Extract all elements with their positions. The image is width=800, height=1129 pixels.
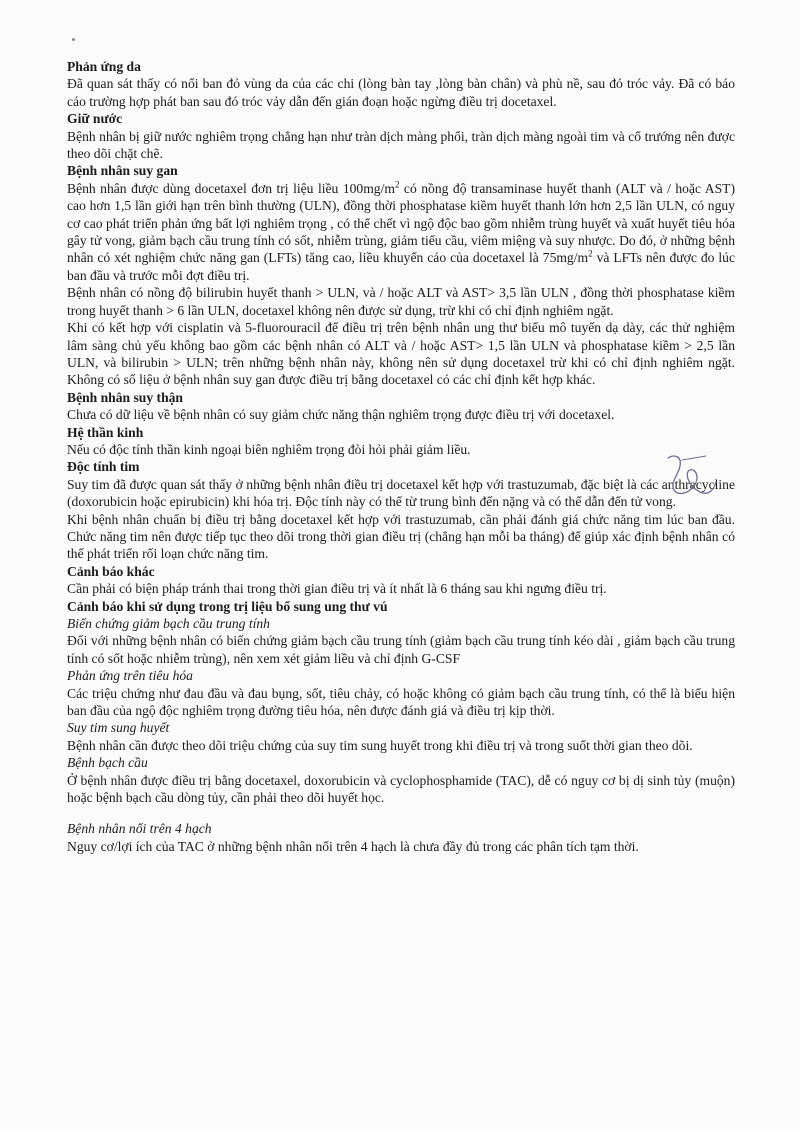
- liver-p1-superscript-2: 2: [588, 248, 593, 259]
- subheading-neutropenia: Biến chứng giảm bạch cầu trung tính: [67, 616, 270, 631]
- handwritten-signature-mark: [660, 452, 720, 500]
- neutropenia-paragraph: Đối với những bệnh nhân có biến chứng giảm bạch cầu trung tính (giảm bạch cầu trung tính kéo dài , giảm bạch cầu trung tính có sốt hoặc nhiễm trùng), nên xem xét giảm liều và chỉ định G-CSF: [67, 633, 735, 666]
- heading-fluid-retention: Giữ nước: [67, 111, 123, 127]
- liver-p1-part-c: và LFTs nên được đo lúc ban đầu và trước mỗi đợt điều trị.: [67, 250, 735, 283]
- liver-paragraph-2: Bệnh nhân có nồng độ bilirubin huyết thanh > ULN, và / hoặc ALT và AST> 3,5 lần ULN , đồng thời phosphatase kiềm trong huyết thanh > 6 lần ULN, docetaxel không nên được sử dụng, trừ khi có chỉ định nghiêm ngặt.: [67, 285, 735, 318]
- subheading-node-positive: Bệnh nhân nổi trên 4 hạch: [67, 821, 212, 837]
- heading-skin-reaction: Phản ứng da: [67, 59, 141, 74]
- liver-paragraph-3: Khi có kết hợp với cisplatin và 5-fluorouracil để điều trị trên bệnh nhân ung thư biểu mô tuyến dạ dày, các thử nghiệm lâm sàng chủ yếu không bao gồm các bệnh nhân có ALT và / hoặc AST> 1,5 lần ULN và phosphatase kiềm > 2,5 lần ULN, và bilirubin > ULN; trên những bệnh nhân này, không nên sử dụng docetaxel trừ khi có chỉ định nghiêm ngặt. Không có số liệu ở bệnh nhân suy gan được điều trị bằng docetaxel có các chỉ định kết hợp khác.: [67, 320, 735, 388]
- nervous-paragraph: Nếu có độc tính thần kinh ngoại biên nghiêm trọng đòi hỏi phải giảm liều.: [67, 441, 471, 457]
- heading-adjuvant-breast-cancer: Cảnh báo khi sử dụng trong trị liệu bổ sung ung thư vú: [67, 598, 388, 614]
- heading-other-warnings: Cảnh báo khác: [67, 563, 155, 579]
- heading-hepatic-impairment: Bệnh nhân suy gan: [67, 163, 178, 179]
- fluid-paragraph: Bệnh nhân bị giữ nước nghiêm trọng chẳng hạn như tràn dịch màng phổi, tràn dịch màng ngoài tim và cổ trướng nên được theo dõi chặt chẽ.: [67, 128, 735, 162]
- kidney-paragraph: Chưa có dữ liệu về bệnh nhân có suy giảm chức năng thận nghiêm trọng được điều trị với docetaxel.: [67, 407, 615, 423]
- gi-paragraph: Các triệu chứng như đau đầu và đau bụng, sốt, tiêu chảy, có hoặc không có giảm bạch cầu trung tính, có thể là biểu hiện ban đầu của ngộ độc nghiêm trọng đường tiêu hóa, nên được đánh giá và điều trị kịp thời.: [67, 685, 735, 719]
- leukemia-paragraph: Ở bệnh nhân được điều trị bằng docetaxel, doxorubicin và cyclophosphamide (TAC), dễ có nguy cơ bị dị sinh tủy (muộn) hoặc bệnh bạch cầu dòng tủy, cần phải theo dõi huyết học.: [67, 772, 735, 806]
- other-paragraph: Cần phải có biện pháp tránh thai trong thời gian điều trị và ít nhất là 6 tháng sau khi ngưng điều trị.: [67, 581, 607, 597]
- subheading-gi-reactions: Phản ứng trên tiêu hóa: [67, 668, 193, 684]
- heading-nervous-system: Hệ thần kinh: [67, 424, 144, 440]
- subheading-leukemia: Bệnh bạch cầu: [67, 755, 148, 771]
- heading-cardiac-toxicity: Độc tính tim: [67, 459, 140, 475]
- skin-paragraph: Đã quan sát thấy có nổi ban đỏ vùng da của các chi (lòng bàn tay ,lòng bàn chân) và phù nề, sau đó tróc vảy. Đã có báo cáo trường hợp phát ban sau đó tróc vảy dẫn đến gián đoạn hoặc ngừng điều trị docetaxel.: [67, 76, 735, 109]
- liver-p1-part-a: Bệnh nhân được dùng docetaxel đơn trị liệu liều 100mg/m: [67, 180, 395, 196]
- cardiac-paragraph-1: Suy tim đã được quan sát thấy ở những bệnh nhân điều trị docetaxel kết hợp với trastuzumab, đặc biệt là các anthracycline (doxorubicin hoặc epirubicin) khi hóa trị. Độc tính này có thể từ trung bình đến nặng và có thể dẫn đến tử vong.: [67, 476, 735, 510]
- chf-paragraph: Bệnh nhân cần được theo dõi triệu chứng của suy tim sung huyết trong khi điều trị và trong suốt thời gian theo dõi.: [67, 737, 693, 753]
- liver-paragraph-1: [67, 180, 735, 284]
- liver-p1-part-b: có nồng độ transaminase huyết thanh (ALT và / hoặc AST) cao hơn 1,5 lần giới hạn trên bình thường (ULN), đồng thời phosphatase kiềm huyết thanh lớn hơn 2,5 lần ULN, có nguy cơ cao phát triển phản ứng bất lợi nghiêm trọng , có thể chết vì ngộ độc bao gồm nhiễm trùng huyết và xuất huyết tiêu hóa gây tử vong, giảm bạch cầu trung tính có sốt, nhiễm trùng, giảm tiểu cầu, viêm miệng và suy nhược. Do đó, ở những bệnh nhân có xét nghiệm chức năng gan (LFTs) tăng cao, liều khuyến cáo của docetaxel là 75mg/m: [67, 180, 735, 266]
- document-body: [67, 58, 735, 855]
- liver-p1-superscript: 2: [394, 179, 400, 190]
- node-positive-paragraph: Nguy cơ/lợi ích của TAC ở những bệnh nhân nổi trên 4 hạch là chưa đầy đủ trong các phân tích tạm thời.: [67, 838, 639, 854]
- cardiac-paragraph-2: Khi bệnh nhân chuẩn bị điều trị bằng docetaxel kết hợp với trastuzumab, cần phải đánh giá chức năng tim lúc ban đầu. Chức năng tim nên được tiếp tục theo dõi trong thời gian điều trị (chẳng hạn mỗi ba tháng) để giúp xác định bệnh nhân có thể phát triển rối loạn chức năng tim.: [67, 511, 735, 562]
- subheading-congestive-heart-failure: Suy tim sung huyết: [67, 720, 170, 736]
- paragraph-spacer: [67, 806, 735, 820]
- scan-speck: [72, 38, 75, 41]
- heading-renal-impairment: Bệnh nhân suy thận: [67, 389, 183, 405]
